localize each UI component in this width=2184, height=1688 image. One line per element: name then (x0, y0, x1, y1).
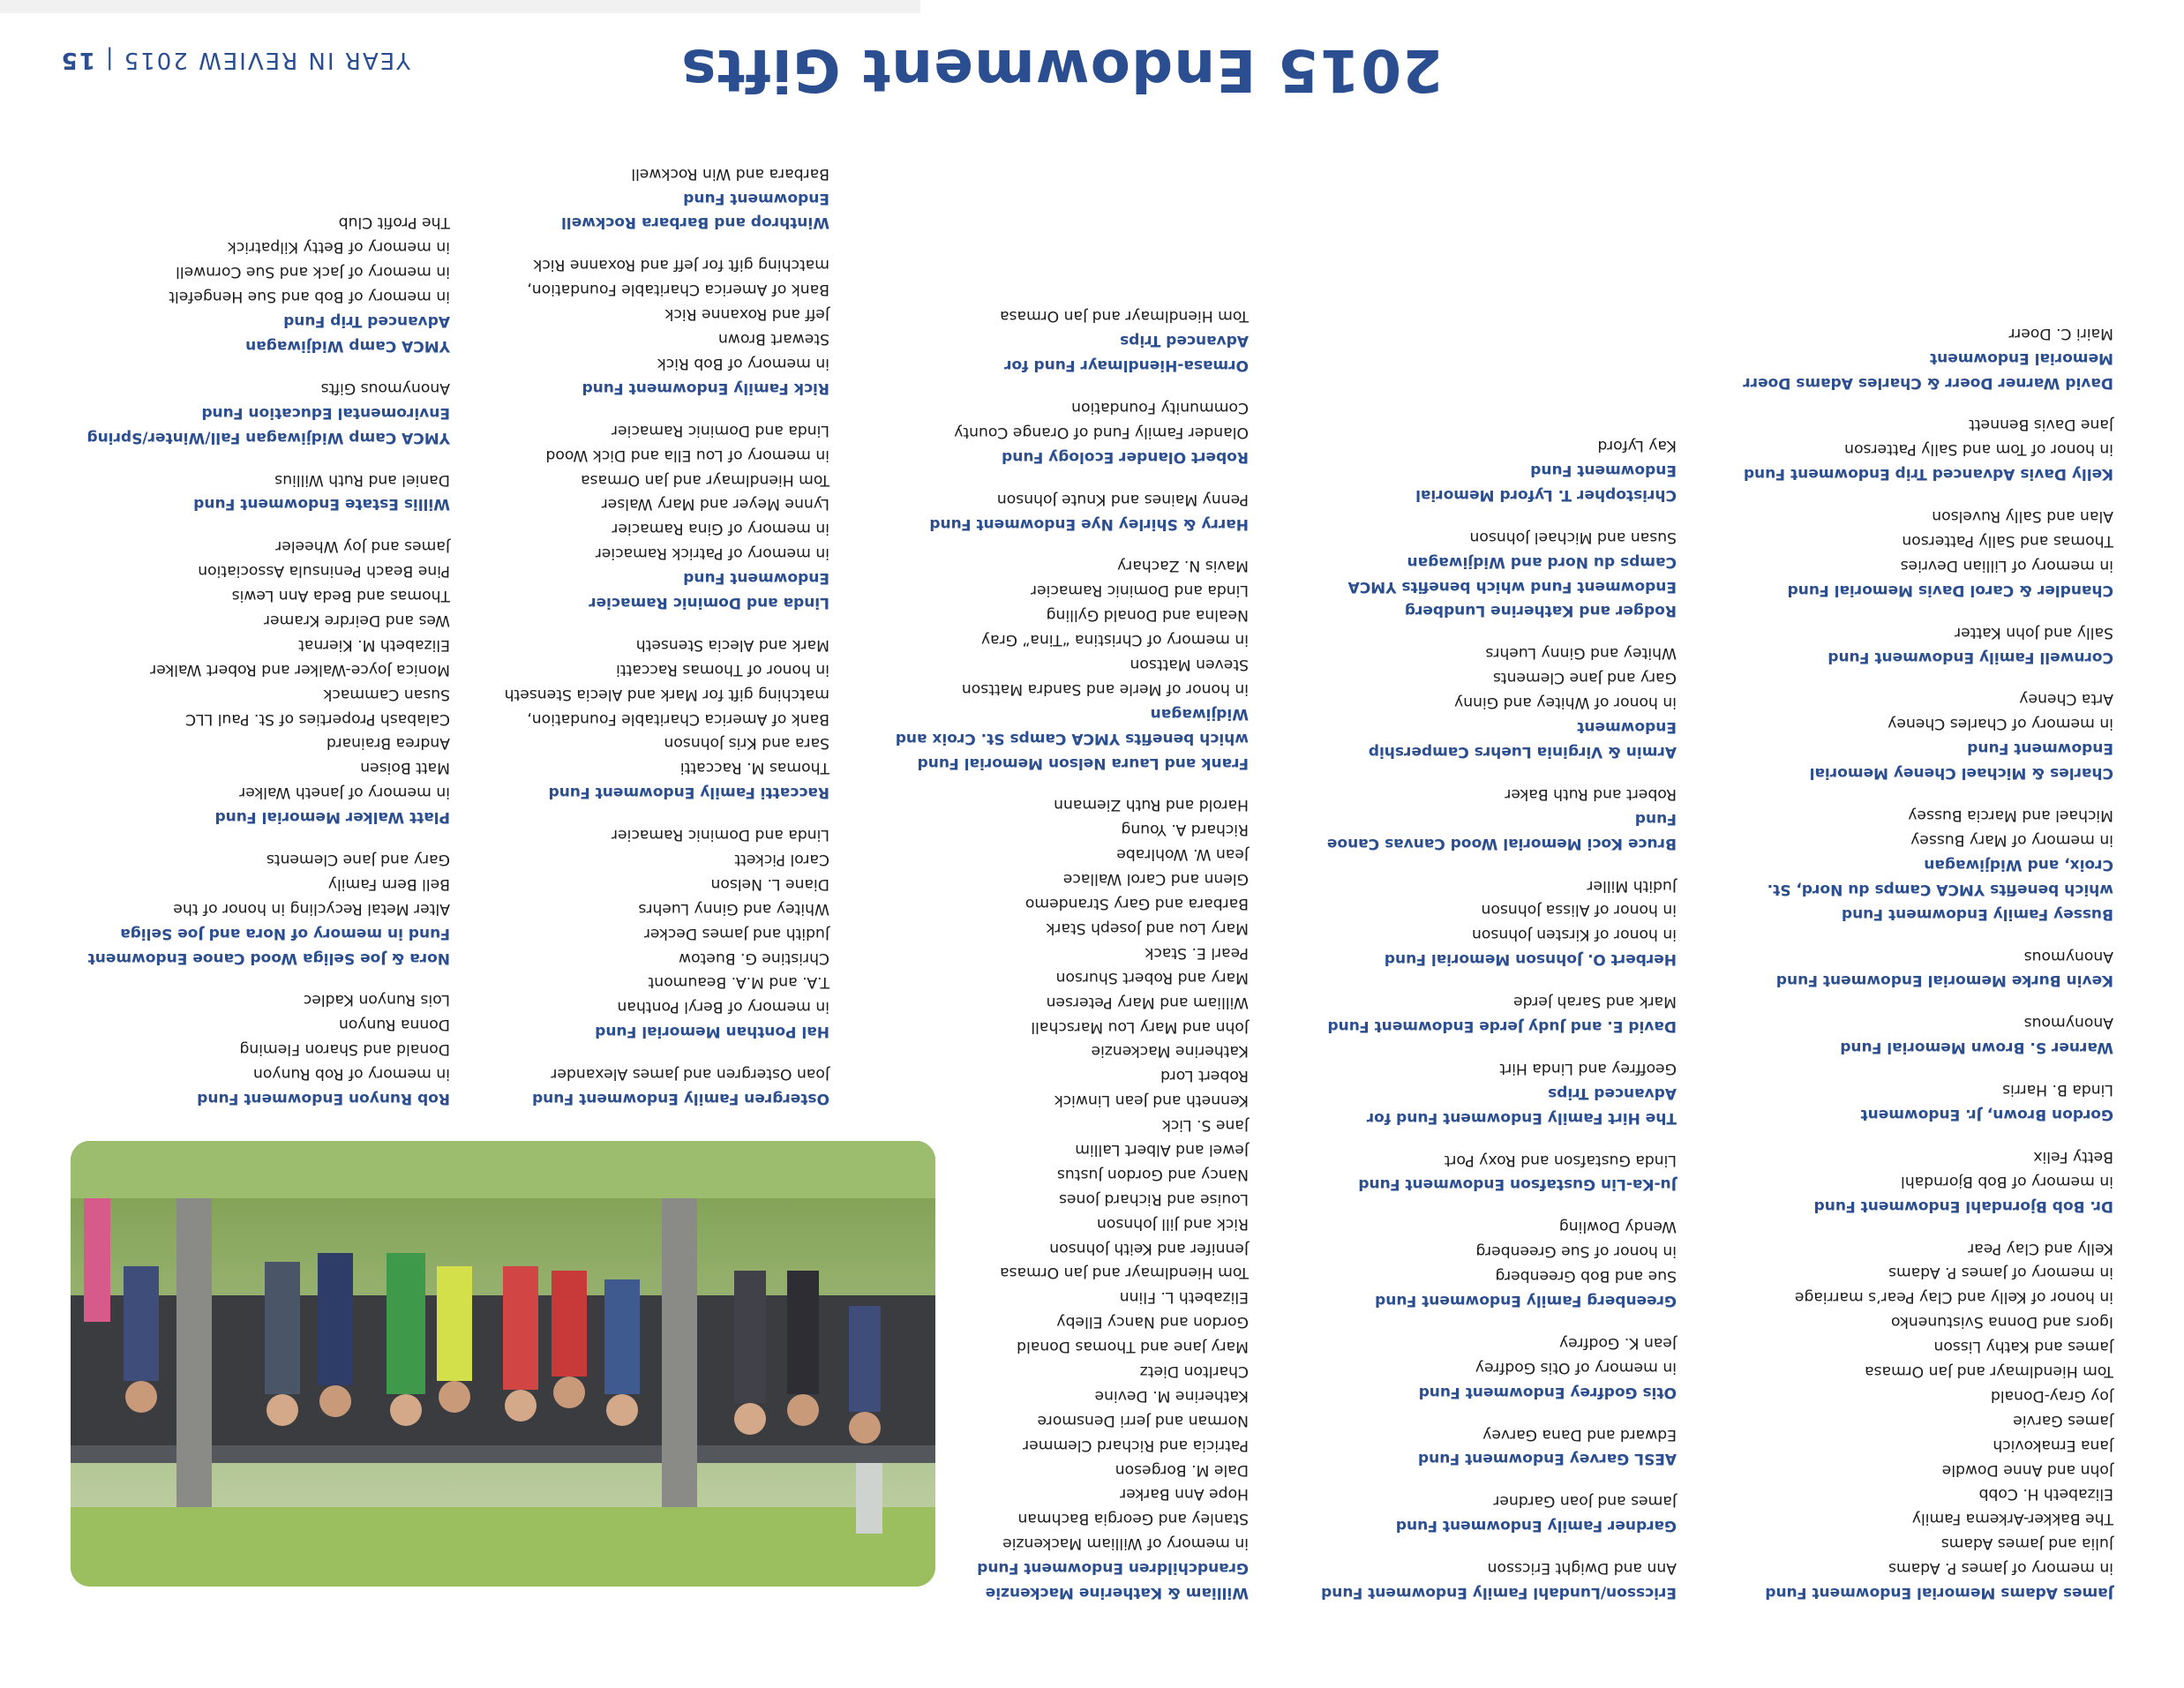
fund-name: Bussey Family Endowment Fund (1841, 904, 2113, 923)
entry-gap (1725, 1059, 2113, 1077)
donor-line: Thomas and Sally Patterson (1902, 532, 2113, 551)
donor-line: Pine Beach Peninsula Association (198, 562, 450, 581)
fund-name: Harry & Shirley Nye Endowment Fund (929, 514, 1249, 533)
fund-name: Warner S. Brown Memorial Fund (1840, 1039, 2113, 1057)
fund-name: Kelly Davis Advanced Trip Endowment Fund (1743, 465, 2113, 484)
donor-line: in memory of Gina Ramacier (612, 520, 829, 538)
fund-entry (1725, 686, 2113, 785)
entry-gap (62, 829, 450, 846)
entry-gap (1725, 394, 2113, 412)
entry-gap (860, 775, 1249, 792)
donor-line: Kenneth and Jean Linwick (1054, 1092, 1249, 1110)
entry-gap (1288, 763, 1677, 781)
fund-name: Endowment Fund (683, 189, 829, 207)
fund-entry (1725, 1144, 2113, 1218)
donor-line: Stewart Brown (717, 330, 829, 349)
donor-line: matching gift for Mark and Alecia Stenseth (504, 685, 829, 703)
donor-line: Hope Ann Barker (1120, 1485, 1249, 1504)
donor-line: Arta Cheney (2019, 690, 2113, 709)
donor-line: in honor of Alissa Johnson (1481, 901, 1677, 919)
fund-entry (62, 846, 450, 969)
fund-name: Dr. Bob Bjorndahl Endowment Fund (1813, 1197, 2113, 1215)
entry-gap (441, 1043, 829, 1061)
donor-line: in memory of Beryl Ponthan (617, 998, 829, 1017)
entry-gap (62, 449, 450, 467)
donor-line: in memory of William Mackenzie (1002, 1534, 1249, 1553)
fund-entry (860, 486, 1249, 536)
column-4 (441, 161, 829, 1110)
fund-name: Cornwell Family Endowment Fund (1828, 648, 2113, 666)
donor-line: Whitey and Ginny Luehrs (638, 899, 829, 918)
donor-line: Jennifer and Keith Johnson (1049, 1239, 1249, 1257)
donor-line: Barbara and Win Rockwell (631, 164, 829, 183)
donor-line: Alan and Sally Ruvelson (1932, 507, 2113, 526)
fund-name: Rob Runyon Endowment Fund (197, 1090, 450, 1107)
fund-name: Endowment Fund (1967, 739, 2113, 758)
fund-name: Fund (1634, 809, 1677, 828)
fund-entry (860, 553, 1249, 775)
donor-line: in memory of Rob Runyon (252, 1065, 450, 1084)
donor-line: Olander Family Fund of Orange County (954, 423, 1249, 441)
fund-name: Camps du Nord and Widjiwagan (1407, 552, 1677, 571)
entry-gap (860, 377, 1249, 394)
donor-line: The Profit Club (338, 214, 450, 232)
donor-line: in memory of James P. Adams (1888, 1559, 2113, 1578)
fund-entry (1288, 781, 1677, 855)
fund-name: which benefits YMCA Camps St. Croix and (895, 729, 1249, 747)
fund-entry (860, 394, 1249, 469)
entry-gap (1725, 992, 2113, 1009)
donor-line: Betty Felix (2033, 1147, 2113, 1166)
donor-line: in memory of Janeth Walker (239, 784, 450, 802)
fund-name: Enviromental Education Fund (201, 403, 450, 422)
donor-line: James and Joan Gardner (1493, 1492, 1677, 1511)
donor-line: in memory of Lou Ella and Dick Wood (545, 446, 829, 464)
donor-line: Tom Hiendlmayr and Jan Ormasa (1865, 1362, 2113, 1380)
column-1 (1725, 320, 2113, 1604)
donor-line: Norman and Jerri Densmore (1037, 1411, 1249, 1429)
fund-entry (441, 821, 829, 1043)
donor-line: in honor of Merle and Sandra Mattson (961, 679, 1249, 698)
donor-line: Barbara and Gary Strandemo (1024, 895, 1249, 913)
fund-name: The Hirt Family Endowment Fund for (1366, 1108, 1677, 1127)
donor-line: Nealna and Donald Gylling (1046, 606, 1249, 625)
donor-line: Tom Hiendlmayr and Jan Ormasa (1000, 1264, 1249, 1282)
donor-line: in memory of Betty Kilpatrick (227, 238, 450, 257)
fund-name: Advanced Trips (1120, 332, 1249, 350)
donor-line: Harold and Ruth Ziemann (1054, 796, 1249, 814)
fund-entry (1288, 432, 1677, 506)
donor-line: Donald and Sharon Fleming (239, 1040, 450, 1059)
fund-name: AESL Garvey Endowment Fund (1418, 1450, 1677, 1468)
donor-line: Christine G. Buetow (679, 949, 829, 967)
fund-entry (441, 252, 829, 400)
donor-line: James and Kathy Lisson (1933, 1338, 2113, 1356)
fund-name: YMCA Camp Widjiwagan (245, 336, 450, 355)
fund-entry (1288, 641, 1677, 763)
donor-line: The Bakker-Arkema Family (1911, 1510, 2113, 1528)
donor-line: Monica Joyce-Walker and Robert Walker (150, 660, 450, 679)
donor-line: Tom Hiendlmayr and Jan Ormasa (1000, 307, 1249, 326)
donor-line: Ann and Dwight Ericsson (1487, 1559, 1677, 1578)
fund-name: Ormasa-Hiendlmayr Fund for (1004, 356, 1249, 375)
fund-name: Herbert O. Johnson Memorial Fund (1384, 950, 1677, 969)
donor-line: Sally and John Katter (1955, 623, 2113, 641)
donor-line: John and Mary Lou Marschall (1031, 1017, 1249, 1036)
fund-entry (860, 303, 1249, 377)
donor-line: Louise and Richard Jones (1059, 1189, 1249, 1208)
fund-entry (1288, 873, 1677, 972)
donor-line: Glenn and Carol Wallace (1062, 870, 1249, 889)
column-2 (1288, 432, 1677, 1604)
fund-entry (1288, 1422, 1677, 1471)
fund-entry (1725, 943, 2113, 993)
entry-gap (1288, 1196, 1677, 1213)
fund-name: Grandchildren Endowment Fund (977, 1559, 1249, 1578)
entry-gap (62, 970, 450, 987)
entry-gap (441, 614, 829, 632)
entry-gap (441, 804, 829, 821)
fund-entry (1725, 503, 2113, 602)
donor-line: in memory of Christina “Tina” Gray (980, 631, 1249, 649)
fund-entry (1288, 1488, 1677, 1537)
fund-name: Rodger and Katherine Lundberg (1404, 602, 1677, 620)
fund-entry (62, 533, 450, 829)
donor-line: Joan Ostergren and James Alexander (551, 1065, 829, 1084)
fund-entry (62, 210, 450, 357)
fund-name: David Warner Doerr & Charles Adams Doerr (1743, 373, 2113, 392)
donor-line: Mark and Alecia Stenseth (635, 635, 829, 654)
donor-line: Sara and Kris Johnson (664, 734, 829, 753)
donor-line: Wendy Dowling (1558, 1218, 1677, 1236)
donor-line: Elizabeth H. Cobb (1978, 1485, 2113, 1504)
donor-line: James Garvie (2013, 1411, 2113, 1429)
donor-line: Tom Hiendlmayr and Jan Ormasa (581, 470, 829, 489)
donor-line: Michael and Marcia Bussey (1908, 806, 2113, 825)
entry-gap (1288, 971, 1677, 988)
entry-gap (1288, 623, 1677, 641)
fund-name: Willis Estate Endowment Fund (193, 495, 450, 514)
donor-line: Joy Gray-Donald (1990, 1386, 2113, 1405)
donor-line: in memory of Bob and Sue Hengefelt (169, 288, 450, 306)
donor-line: Pearl E. Stack (1145, 943, 1249, 962)
footer-label: YEAR IN REVIEW 2015 (122, 47, 410, 73)
donor-line: Elizabeth L. Flinn (1119, 1288, 1249, 1307)
donor-line: Wes and Deirdre Kramer (263, 611, 450, 629)
entry-gap (1288, 1129, 1677, 1147)
fund-name: Advanced Trip Fund (283, 312, 450, 331)
donor-line: Gary and Jane Clements (266, 850, 450, 868)
fund-entry (441, 161, 829, 235)
donor-line: Andrea Brainard (326, 734, 450, 753)
donor-line: in memory of Mary Bussey (1910, 830, 2113, 849)
fund-name: Christopher T. Lyford Memorial (1415, 485, 1677, 504)
entry-gap (1288, 1470, 1677, 1488)
donor-line: Judith and James Decker (643, 924, 829, 942)
entry-gap (1288, 1404, 1677, 1422)
fund-name: Gardner Family Endowment Fund (1395, 1517, 1677, 1535)
donor-line: John and Anne Dowdle (1941, 1460, 2113, 1479)
fund-entry (441, 632, 829, 804)
donor-line: Bank of America Charitable Foundation, (527, 281, 829, 299)
fund-name: David E. and Judy Jerde Endowment Fund (1327, 1017, 1677, 1035)
donor-line: Anonymous (2023, 1014, 2113, 1032)
fund-name: Ericsson/Lundahl Family Endowment Fund (1321, 1584, 1677, 1602)
donor-line: Thomas M. Raccatti (679, 759, 829, 777)
entry-gap (441, 400, 829, 417)
donor-line: Penny Maines and Knute Johnson (996, 490, 1249, 508)
fund-name: Nora & Joe Seliga Wood Canoe Endowment (87, 949, 450, 967)
fund-name: Widjiwagan (1150, 704, 1249, 723)
donor-line: Lynne Meyer and Mary Walser (601, 495, 829, 514)
fund-entry (1288, 988, 1677, 1038)
donor-line: Susan and Michael Johnson (1469, 528, 1677, 546)
donor-line: Whitey and Ginny Luehrs (1485, 644, 1677, 663)
donor-line: James and Joy Wheeler (275, 537, 450, 556)
donor-line: Matt Boisen (360, 759, 450, 777)
fund-name: Robert Olander Ecology Fund (1002, 447, 1249, 466)
fund-entry (1288, 1213, 1677, 1312)
donor-line: Anonymous (2023, 947, 2113, 965)
donor-line: Linda and Dominic Ramacier (1030, 581, 1249, 600)
fund-name: Endowment Fund which benefits YMCA (1347, 577, 1677, 596)
fund-name: Linda and Dominic Ramacier (589, 593, 829, 611)
entry-gap (1725, 669, 2113, 686)
donor-line: Kay Lyford (1597, 437, 1677, 455)
donor-line: in memory of James P. Adams (1888, 1264, 2113, 1282)
fund-name: which benefits YMCA Camps du Nord, St. (1767, 880, 2113, 898)
donor-line: in memory of Jack and Sue Cornwell (176, 263, 450, 281)
fund-entry (1725, 1077, 2113, 1126)
donor-line: Linda Gustafson and Roxy Port (1444, 1151, 1677, 1169)
entry-gap (1288, 506, 1677, 524)
donor-line: in honor of Sue Greenberg (1475, 1242, 1677, 1261)
donor-line: Mary Jane and Thomas Donald (1017, 1338, 1249, 1356)
donor-line: Julia and James Adams (1940, 1534, 2113, 1553)
entry-gap (1725, 602, 2113, 619)
fund-entry (1725, 619, 2113, 669)
fund-entry (1725, 1235, 2113, 1604)
donor-line: Gordon and Nancy Elleby (1056, 1313, 1249, 1332)
fund-entry (441, 417, 829, 614)
donor-line: in honor of Kirsten Johnson (1472, 926, 1677, 944)
fund-name: Croix, and Widjiwagan (1924, 855, 2113, 874)
donor-line: in memory of Charles Cheney (1888, 715, 2113, 733)
donor-line: Stanley and Georgia Bachman (1017, 1510, 1249, 1528)
fund-entry (62, 987, 450, 1110)
entry-gap (1725, 1126, 2113, 1144)
fund-entry (1725, 320, 2113, 394)
page-number: 15 (59, 47, 95, 73)
donor-line: Linda B. Harris (2002, 1081, 2113, 1099)
entry-gap (62, 357, 450, 375)
fund-name: Endowment Fund (1530, 461, 1677, 480)
fund-name: Gordon Brown, Jr. Endowment (1860, 1105, 2113, 1123)
fund-entry (1725, 802, 2113, 925)
donor-line: Nancy and Gordon Justus (1056, 1165, 1249, 1183)
fund-name: Ju-Ka-Lin Gustafson Endowment Fund (1358, 1175, 1677, 1194)
donor-line: Jane Davis Bennett (1969, 416, 2113, 434)
donor-line: Lois Runyon Kadlec (303, 991, 450, 1009)
fund-name: Advanced Trips (1548, 1084, 1677, 1102)
fund-name: James Adams Memorial Endowment Fund (1765, 1584, 2113, 1602)
donor-line: Alter Metal Recycling in honor of the (173, 899, 450, 918)
donor-line: Mary Lou and Joseph Stark (1046, 919, 1249, 937)
donor-line: Katherine Mackenzie (1091, 1042, 1249, 1061)
donor-line: Jeff and Roxanne Rick (664, 305, 829, 324)
fund-entry (1288, 1147, 1677, 1197)
entry-gap (860, 469, 1249, 486)
fund-name: Greenberg Family Endowment Fund (1375, 1291, 1677, 1309)
fund-name: YMCA Camp Widjiwagan Fall/Winter/Spring (86, 428, 450, 446)
entry-gap (1725, 1218, 2113, 1235)
donor-line: Robert Lord (1160, 1067, 1249, 1085)
fund-name: Raccatti Family Endowment Fund (548, 784, 829, 802)
footer-separator: | (103, 47, 114, 73)
donor-line: in memory of Bob Bjorndahl (1901, 1172, 2113, 1190)
fund-entry (441, 1061, 829, 1110)
fund-name: Bruce Koci Memorial Wood Canvas Canoe (1326, 834, 1677, 852)
column-5 (62, 210, 450, 1110)
entry-gap (860, 536, 1249, 553)
fund-name: Charles & Michael Cheney Memorial (1809, 764, 2113, 783)
donor-line: Bell Bern Family (327, 874, 450, 893)
donor-line: Mairi C. Doerr (2008, 324, 2113, 342)
fund-entry (1725, 412, 2113, 486)
fund-name: Endowment Fund (683, 569, 829, 588)
page-title: 2015 Endowment Gifts (680, 36, 1443, 104)
donor-line: Mark and Sarah Jerde (1513, 993, 1677, 1011)
donor-line: Mary and Robert Shurson (1055, 968, 1249, 987)
page-edge-strip (0, 0, 920, 13)
donor-line: Mavis N. Zachary (1117, 557, 1249, 575)
entry-gap (1288, 1537, 1677, 1555)
donor-line: in memory of Lillian Devries (1900, 556, 2113, 574)
donor-line: Sue and Bob Greenberg (1495, 1267, 1677, 1286)
donor-line: in memory of Patrick Ramacier (595, 544, 829, 563)
fund-name: Winthrop and Barbara Rockwell (561, 214, 829, 232)
donor-line: in honor of Whitey and Ginny (1454, 694, 1677, 712)
donor-line: Kelly and Clay Pear (1968, 1239, 2113, 1257)
fund-entry (1725, 1009, 2113, 1059)
entry-gap (1725, 485, 2113, 503)
donor-line: Anonymous Gifts (320, 379, 450, 397)
entry-gap (1725, 784, 2113, 802)
donor-line: William and Mary Petersen (1046, 993, 1249, 1011)
donor-line: Gary and Jane Clements (1492, 669, 1677, 687)
donor-line: Calabash Properties of St. Paul LLC (185, 709, 450, 728)
donor-line: matching gift for Jeff and Roxanne Rick (533, 256, 829, 274)
donor-line: Thomas and Beda Ann Lewis (231, 587, 450, 605)
fund-name: Frank and Laura Nelson Memorial Fund (917, 754, 1249, 772)
fund-entry (1288, 1330, 1677, 1404)
donor-line: Jewel and Albert Lallim (1075, 1140, 1249, 1159)
fund-entry (1288, 1555, 1677, 1604)
donor-line: Jean W. Wohlrabe (1116, 845, 1249, 864)
donor-line: Rick and Jill Johnson (1097, 1214, 1249, 1233)
page-footer (60, 47, 410, 73)
fund-entry (1288, 1055, 1677, 1129)
donor-line: Richard A. Young (1121, 821, 1249, 839)
entry-gap (62, 515, 450, 533)
entry-gap (1288, 855, 1677, 873)
donor-line: Community Foundation (1071, 399, 1249, 417)
donor-line: Jana Ernakovich (1993, 1436, 2113, 1454)
donor-line: Edward and Dana Garvey (1482, 1425, 1677, 1444)
donor-line: in honor of Tom and Sally Patterson (1844, 440, 2113, 459)
fund-name: Hal Ponthan Memorial Fund (595, 1023, 829, 1041)
donor-line: Elizabeth M. Kiernat (298, 635, 450, 654)
fund-name: Chandler & Carol Davis Memorial Fund (1787, 581, 2113, 599)
fund-name: Endowment (1577, 718, 1677, 737)
fund-name: Platt Walker Memorial Fund (214, 808, 450, 827)
entry-gap (1725, 926, 2113, 943)
fund-name: Fund in memory of Nora and Joe Seliga (120, 924, 450, 942)
donor-line: in honor of Kelly and Clay Pear’s marriage (1794, 1288, 2113, 1307)
donor-line: Bank of America Charitable Foundation, (527, 709, 829, 728)
donor-line: Carol Pickett (734, 850, 829, 868)
fund-name: Armin & Virginia Luehrs Campership (1368, 742, 1677, 761)
group-photo (71, 1141, 935, 1587)
donor-line: Daniel and Ruth Willius (274, 470, 450, 489)
donor-line: Charlton Dietz (1139, 1362, 1249, 1380)
donor-line: Diane L. Nelson (710, 874, 829, 893)
donor-line: Linda and Dominic Ramacier (611, 826, 829, 844)
donor-line: in honor of Thomas Raccatti (616, 660, 829, 679)
fund-name: Otis Godfrey Endowment Fund (1418, 1383, 1677, 1401)
donor-line: in memory of Bob Rick (657, 354, 829, 372)
donor-line: Linda and Dominic Ramacier (611, 421, 829, 439)
donor-line: Jean K. Godfrey (1559, 1333, 1677, 1352)
entry-gap (1288, 1312, 1677, 1330)
donor-line: Geoffrey and Linda Hirt (1499, 1059, 1677, 1077)
fund-name: Memorial Endowment (1929, 349, 2113, 367)
fund-name: William & Katherine Mackenzie (985, 1584, 1249, 1602)
fund-entry (62, 375, 450, 449)
fund-name: Kevin Burke Memorial Endowment Fund (1775, 972, 2113, 990)
donor-line: Susan Cammack (323, 685, 450, 703)
group-photo-image (71, 1141, 935, 1587)
donor-line: T.A. and M.A. Beaumont (648, 973, 829, 992)
fund-name: Rick Family Endowment Fund (582, 379, 829, 397)
donor-line: Steven Mattson (1130, 656, 1249, 674)
donor-line: Patricia and Richard Clemmer (1023, 1436, 1249, 1454)
donor-line: Robert and Ruth Baker (1505, 784, 1677, 803)
fund-entry (62, 467, 450, 516)
donor-line: in memory of Otis Godfrey (1475, 1358, 1677, 1377)
donor-line: Donna Runyon (338, 1016, 450, 1034)
fund-name: Ostergren Family Endowment Fund (532, 1090, 829, 1107)
donor-line: Katherine M. Devine (1094, 1386, 1249, 1405)
donor-line: Dale M. Borgeson (1115, 1460, 1249, 1479)
donor-line: Jane S. Lick (1161, 1116, 1249, 1135)
fund-entry (1288, 524, 1677, 623)
donor-line: Judith Miller (1587, 876, 1677, 895)
entry-gap (441, 235, 829, 252)
donor-line: Igors and Donna Svistunenko (1891, 1313, 2113, 1332)
entry-gap (1288, 1038, 1677, 1055)
